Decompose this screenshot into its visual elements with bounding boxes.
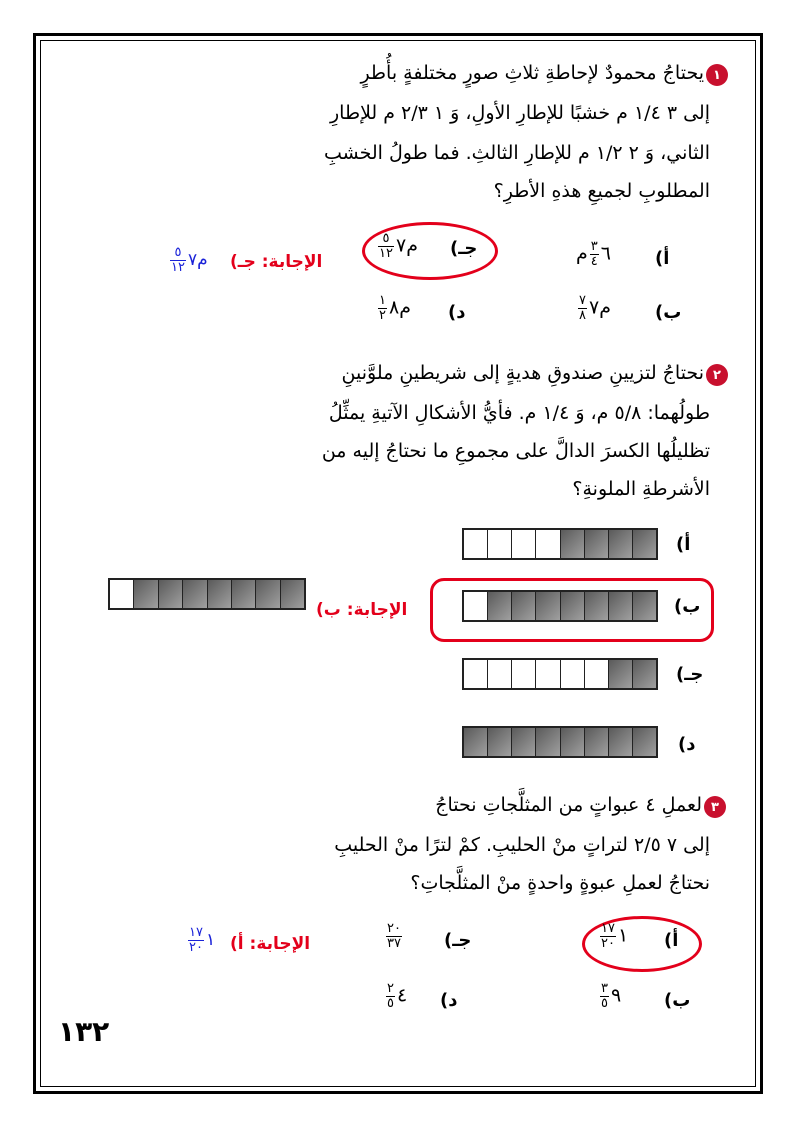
- bar-cell: [511, 728, 535, 756]
- bar-cell: [487, 592, 511, 620]
- bar-cell: [231, 580, 255, 608]
- q3-option-c-label: جـ): [444, 930, 472, 951]
- q3-option-c-num: ٢٠: [387, 921, 401, 936]
- q3-option-a-label: أ): [664, 930, 679, 951]
- bar-cell: [511, 660, 535, 688]
- bar-cell: [632, 728, 656, 756]
- q1-option-a-whole: ٦: [600, 242, 611, 265]
- q1-option-b[interactable]: [576, 294, 611, 322]
- q1-option-b-unit: م: [599, 296, 611, 319]
- q3-option-d-num: ٢: [387, 981, 394, 996]
- bar-cell: [535, 728, 559, 756]
- q2-line-2: طولُهما: ٥/٨ م، وَ ١/٤ م. فأيُّ الأشكالِ الآتيةِ يمثِّلُ: [328, 402, 710, 424]
- q1-option-a-num: ٣: [590, 239, 598, 254]
- bar-cell: [608, 728, 632, 756]
- page-number: ١٣٢: [58, 1015, 110, 1048]
- q2-option-d-bar[interactable]: [462, 726, 658, 758]
- q3-option-b-num: ٣: [601, 981, 608, 996]
- q1-option-c-whole: ٧: [395, 234, 407, 257]
- bar-cell: [487, 728, 511, 756]
- bar-cell: [584, 728, 608, 756]
- q1-answer-whole: ٧: [187, 250, 198, 271]
- q1-option-b-whole: ٧: [588, 296, 600, 319]
- q3-option-a-whole: ١: [617, 924, 629, 947]
- q1-option-c-den: ١٢: [379, 245, 393, 261]
- bar-cell: [560, 530, 584, 558]
- q3-option-a-den: ٢٠: [601, 935, 615, 951]
- q2-option-d-label: د): [678, 734, 696, 755]
- q3-answer-label: الإجابة: أ): [230, 934, 311, 954]
- q1-line-1: يحتاجُ محمودٌ لإحاطةِ ثلاثِ صورٍ مختلفةٍ بأُطرٍ: [360, 62, 704, 84]
- q1-option-b-label: ب): [655, 302, 682, 323]
- bar-cell: [110, 580, 133, 608]
- bar-cell: [535, 530, 559, 558]
- q3-option-c[interactable]: [384, 922, 404, 950]
- q3-line-1: لعملِ ٤ عبواتٍ من المثلَّجاتِ نحتاجُ: [435, 794, 702, 816]
- q3-answer-whole: ١: [205, 930, 216, 951]
- q1-option-d-label: د): [448, 302, 466, 323]
- bar-cell: [487, 660, 511, 688]
- q1-option-d-unit: م: [399, 296, 411, 319]
- bar-cell: [511, 592, 535, 620]
- q2-option-c-bar[interactable]: [462, 658, 658, 690]
- bar-cell: [464, 530, 487, 558]
- q3-option-d-whole: ٤: [396, 984, 408, 1007]
- bar-cell: [182, 580, 206, 608]
- q2-answer-label: الإجابة: ب): [316, 600, 408, 620]
- bar-cell: [487, 530, 511, 558]
- bar-cell: [464, 660, 487, 688]
- question-3-number: ٣: [711, 799, 719, 815]
- bar-cell: [280, 580, 304, 608]
- q1-option-d-den: ٢: [379, 307, 386, 323]
- bar-cell: [255, 580, 279, 608]
- q2-option-a-label: أ): [676, 534, 691, 555]
- q1-option-c-label: جـ): [450, 238, 478, 259]
- q3-answer-value: [186, 926, 215, 954]
- q3-option-b-den: ٥: [601, 995, 608, 1011]
- bar-cell: [464, 728, 487, 756]
- q1-line-4: المطلوبِ لجميعِ هذهِ الأطرِ؟: [493, 180, 710, 202]
- bar-cell: [133, 580, 157, 608]
- q2-line-4: الأشرطةِ الملونةِ؟: [572, 478, 710, 500]
- q1-option-d-num: ١: [379, 293, 386, 308]
- q1-option-d[interactable]: [376, 294, 411, 322]
- question-2-badge: [706, 364, 728, 386]
- bar-cell: [608, 530, 632, 558]
- q2-answer-bar: [108, 578, 306, 610]
- bar-cell: [511, 530, 535, 558]
- bar-cell: [207, 580, 231, 608]
- q1-answer-label: الإجابة: جـ): [230, 252, 323, 272]
- bar-cell: [584, 592, 608, 620]
- bar-cell: [560, 660, 584, 688]
- bar-cell: [560, 728, 584, 756]
- bar-cell: [632, 660, 656, 688]
- q1-option-a[interactable]: [576, 240, 611, 268]
- q1-answer-value: [168, 246, 208, 274]
- question-2-number: ٢: [713, 367, 721, 383]
- question-1-number: ١: [713, 67, 721, 83]
- q1-answer-unit: م: [197, 250, 208, 271]
- q2-option-c-label: جـ): [676, 664, 704, 685]
- q1-option-c-unit: م: [406, 234, 418, 257]
- q2-option-b-bar[interactable]: [462, 590, 658, 622]
- bar-cell: [584, 660, 608, 688]
- bar-cell: [632, 592, 656, 620]
- q3-answer-den: ٢٠: [189, 939, 203, 955]
- q3-option-b-label: ب): [664, 990, 691, 1011]
- q1-option-a-label: أ): [655, 248, 670, 269]
- bar-cell: [632, 530, 656, 558]
- q2-line-3: تظليلُها الكسرَ الدالَّ على مجموعِ ما نحتاجُ إليه من: [321, 440, 710, 462]
- q2-option-b-label: ب): [674, 596, 701, 617]
- q2-line-1: نحتاجُ لتزيينِ صندوقِ هديةٍ إلى شريطينِ ملوَّنينِ: [341, 362, 704, 384]
- bar-cell: [584, 530, 608, 558]
- q1-option-b-num: ٧: [579, 293, 586, 308]
- bar-cell: [158, 580, 182, 608]
- bar-cell: [560, 592, 584, 620]
- bar-cell: [608, 660, 632, 688]
- q1-answer-num: ٥: [170, 246, 186, 261]
- question-3-badge: [704, 796, 726, 818]
- q1-option-d-whole: ٨: [388, 296, 400, 319]
- q3-option-c-den: ٣٧: [387, 935, 401, 951]
- q1-line-3: الثاني، وَ ٢ ١/٢ م للإطارِ الثالثِ. فما طولُ الخشبِ: [323, 142, 710, 164]
- q1-answer-den: ١٢: [171, 259, 185, 275]
- q2-option-a-bar[interactable]: [462, 528, 658, 560]
- q3-option-d-den: ٥: [387, 995, 394, 1011]
- bar-cell: [535, 660, 559, 688]
- q3-option-d-label: د): [440, 990, 458, 1011]
- q3-option-d[interactable]: [384, 982, 407, 1010]
- q3-option-a-num: ١٧: [601, 921, 615, 936]
- bar-cell: [535, 592, 559, 620]
- q3-option-b-whole: ٩: [610, 984, 622, 1007]
- bar-cell: [608, 592, 632, 620]
- q1-line-2: إلى ٣ ١/٤ م خشبًا للإطارِ الأولِ، وَ ١ ٢/٣ م للإطارِ: [329, 102, 710, 124]
- q3-option-b[interactable]: [598, 982, 621, 1010]
- q1-option-a-unit: م: [576, 242, 588, 265]
- q3-line-3: نحتاجُ لعملِ عبوةٍ واحدةٍ منْ المثلَّجاتِ؟: [410, 872, 710, 894]
- q3-line-2: إلى ٧ ٢/٥ لتراتٍ منْ الحليبِ. كمْ لترًا منْ الحليبِ: [334, 834, 710, 856]
- q1-option-b-den: ٨: [579, 307, 586, 323]
- question-1-badge: [706, 64, 728, 86]
- q3-option-a[interactable]: [598, 922, 628, 950]
- q1-option-c-num: ٥: [378, 232, 394, 247]
- q1-option-c[interactable]: [376, 232, 418, 260]
- q1-option-a-den: ٤: [590, 253, 598, 269]
- q3-answer-num: ١٧: [189, 925, 203, 940]
- bar-cell: [464, 592, 487, 620]
